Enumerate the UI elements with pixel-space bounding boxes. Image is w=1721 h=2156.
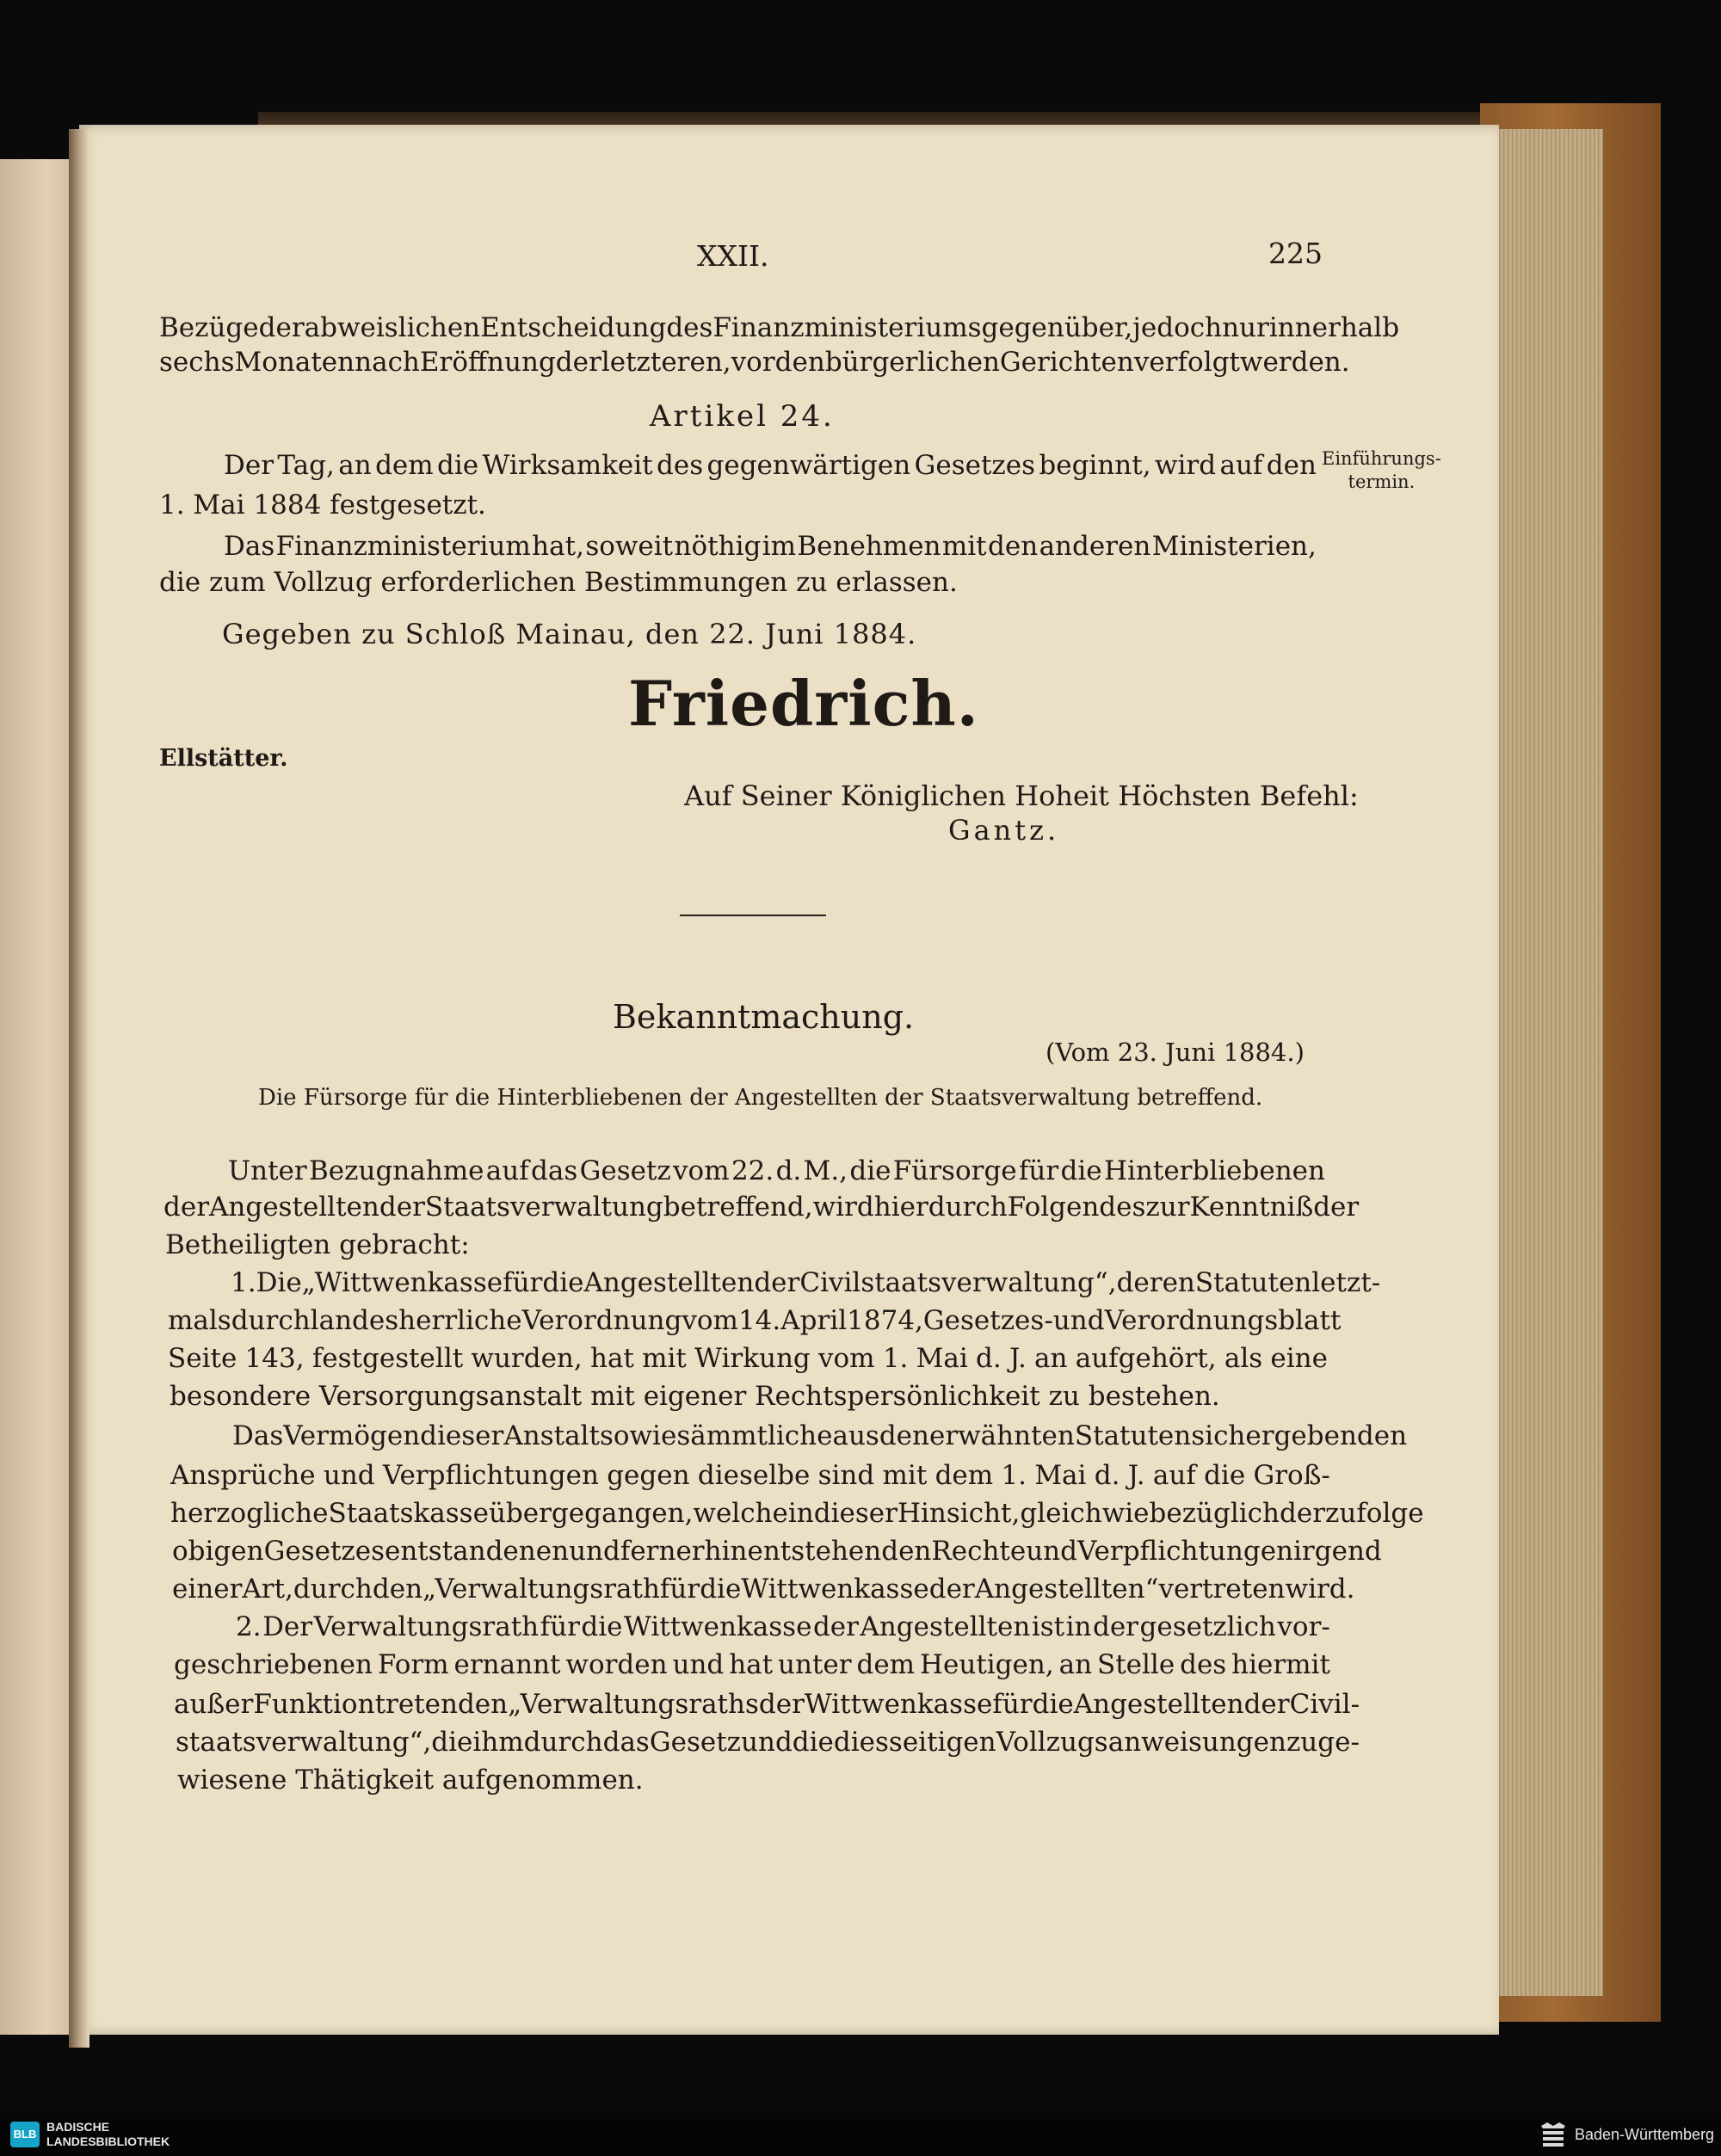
article-heading: Artikel 24. — [650, 399, 835, 434]
announcement-line: einer Art, durch den „Verwaltungsrath für die Wittwenkasse der Angestellten“ vertreten wird. — [172, 1574, 1355, 1605]
article-paragraph-line: Das Finanzministerium hat, soweit nöthig im Benehmen mit den anderen Ministerien, — [224, 531, 1317, 562]
announcement-line: der Angestellten der Staatsverwaltung betreffend, wird hierdurch Folgendes zur Kenntniß der — [163, 1192, 1360, 1223]
intro-line: Bezüge der abweislichen Entscheidung des Finanzministeriums gegenüber, jedoch nur innerhalb — [159, 312, 1400, 343]
blb-logo[interactable]: BLB — [10, 2122, 40, 2147]
library-name — [46, 2120, 170, 2149]
announcement-line: herzogliche Staatskasse übergegangen, welche in dieser Hinsicht, gleichwie bezüglich der zufolge — [170, 1498, 1424, 1529]
state-name: Baden-Württemberg — [1575, 2126, 1715, 2143]
announcement-line: Seite 143, festgestellt wurden, hat mit Wirkung vom 1. Mai d. J. an aufgehört, als eine — [168, 1343, 1328, 1374]
baden-wuerttemberg-crest-icon[interactable] — [1539, 2121, 1568, 2148]
announcement-line: obigen Gesetzes entstandenen und fernerhin entstehenden Rechte und Verpflichtungen irgend — [172, 1536, 1382, 1567]
article-paragraph-line: 1. Mai 1884 festgesetzt. — [159, 490, 486, 521]
announcement-line: Ansprüche und Verpflichtungen gegen dieselbe sind mit dem 1. Mai d. J. auf die Groß- — [170, 1460, 1330, 1491]
library-name-line: LANDESBIBLIOTHEK — [46, 2134, 170, 2148]
page-number: 225 — [1268, 237, 1323, 270]
announcement-line: wiesene Thätigkeit aufgenommen. — [177, 1765, 644, 1796]
announcement-line: besondere Versorgungsanstalt mit eigener Rechtspersönlichkeit zu bestehen. — [170, 1381, 1220, 1412]
section-divider — [680, 915, 826, 916]
announcement-line: Das Vermögen dieser Anstalt sowie sämmtliche aus den erwähnten Statuten sich ergebenden — [232, 1420, 1408, 1451]
announcement-line: Betheiligten gebracht: — [165, 1229, 470, 1260]
announcement-line: außer Funktion tretenden „Verwaltungsraths der Wittwenkasse für die Angestellten der Civil- — [174, 1689, 1360, 1720]
library-name-line: BADISCHE — [46, 2120, 110, 2134]
given-at-line: Gegeben zu Schloß Mainau, den 22. Juni 1884. — [222, 618, 917, 650]
book-gutter — [69, 129, 89, 2048]
footer-bar — [0, 2113, 1721, 2156]
margin-note-line: Einführungs- — [1322, 448, 1441, 469]
margin-note — [1322, 447, 1441, 494]
announcement-line: Unter Bezugnahme auf das Gesetz vom 22. d. M., die Fürsorge für die Hinterbliebenen — [228, 1155, 1325, 1186]
sovereign-signature: Friedrich. — [628, 667, 979, 740]
article-paragraph-line: die zum Vollzug erforderlichen Bestimmungen zu erlassen. — [159, 567, 958, 598]
minister-signature: Ellstätter. — [159, 745, 288, 772]
margin-note-line: termin. — [1348, 471, 1416, 492]
by-order-line: Auf Seiner Königlichen Hoheit Höchsten Befehl: — [684, 779, 1359, 812]
announcement-line: 2. Der Verwaltungsrath für die Wittwenkasse der Angestellten ist in der gesetzlich vor- — [236, 1611, 1330, 1642]
running-head: XXII. — [697, 239, 769, 273]
announcement-subject: Die Fürsorge für die Hinterbliebenen der Angestellten der Staatsverwaltung betreffend. — [258, 1085, 1263, 1111]
left-page-edge — [0, 159, 79, 2035]
announcement-line: geschriebenen Form ernannt worden und hat unter dem Heutigen, an Stelle des hiermit — [174, 1649, 1330, 1680]
intro-line: sechs Monaten nach Eröffnung der letzteren, vor den bürgerlichen Gerichten verfolgt werden. — [159, 347, 1350, 378]
announcement-line: 1. Die „Wittwenkasse für die Angestellten der Civilstaatsverwaltung“, deren Statuten letzt- — [231, 1267, 1381, 1298]
announcement-line: staatsverwaltung“, die ihm durch das Gesetz und die diesseitigen Vollzugsanweisungen zuge- — [176, 1727, 1360, 1758]
announcement-date: (Vom 23. Juni 1884.) — [1046, 1038, 1305, 1067]
announcement-line: mals durch landesherrliche Verordnung vom 14. April 1874, Gesetzes- und Verordnungsblatt — [168, 1305, 1342, 1336]
page-edges — [1487, 129, 1603, 1996]
secretary-signature: Gantz. — [948, 814, 1060, 847]
article-paragraph-line: Der Tag, an dem die Wirksamkeit des gegenwärtigen Gesetzes beginnt, wird auf den — [224, 450, 1317, 481]
announcement-title: Bekanntmachung. — [613, 998, 915, 1036]
